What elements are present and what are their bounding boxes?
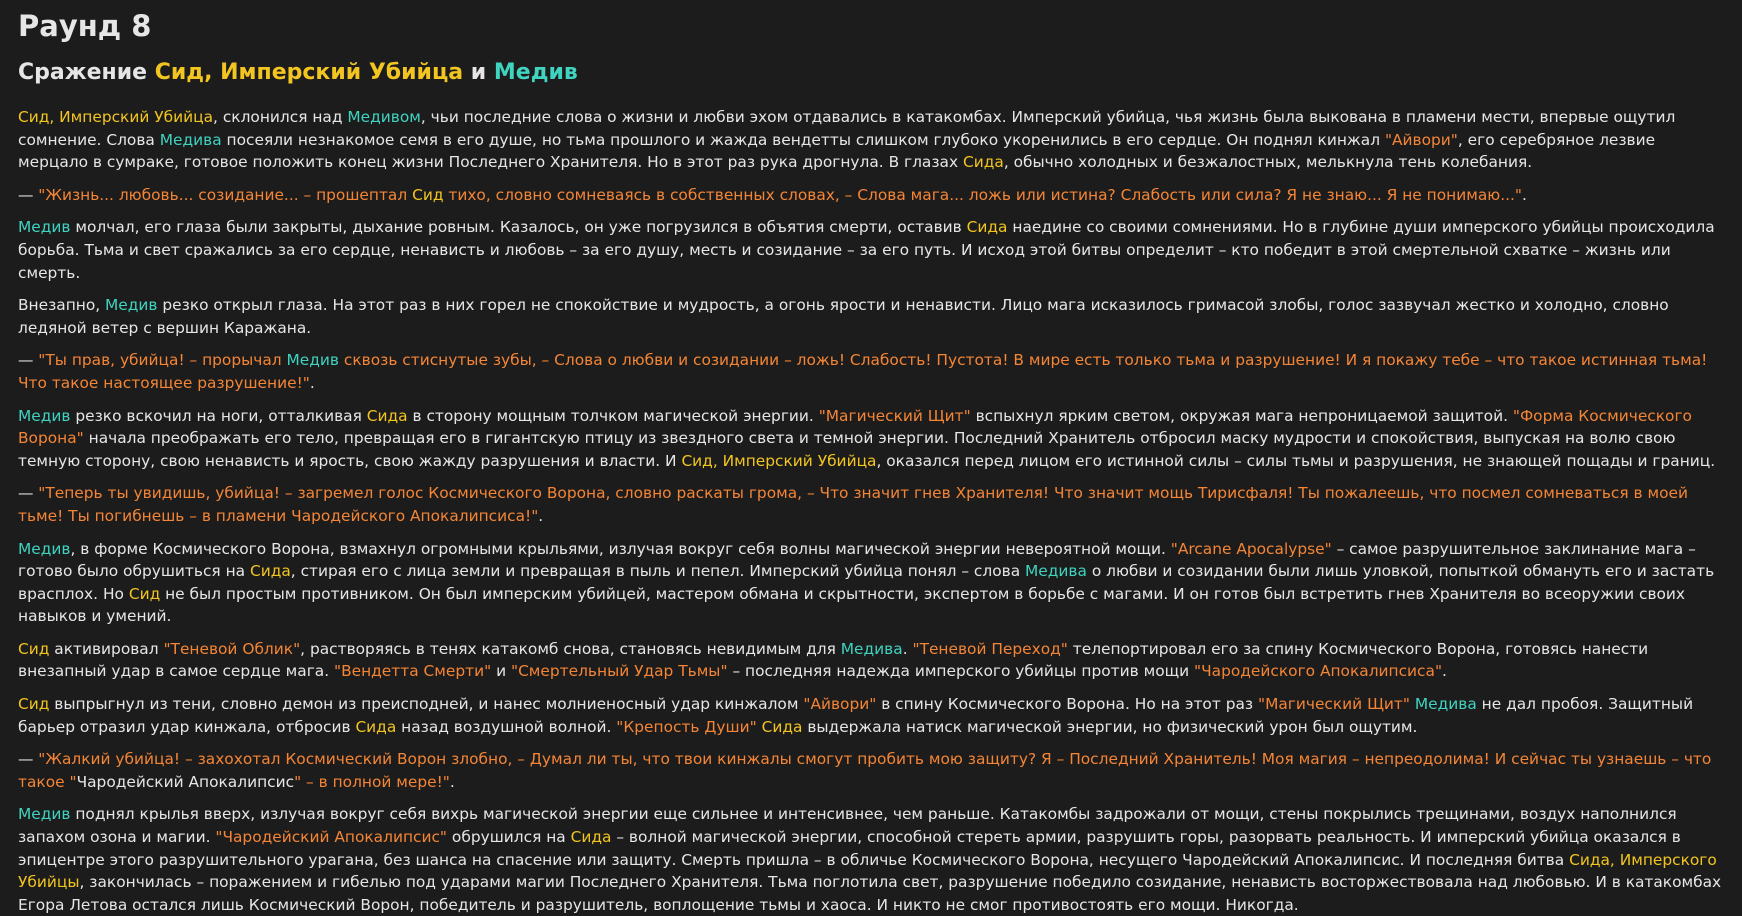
story-paragraph <box>18 482 1724 527</box>
sid-mention: Сид <box>128 584 161 603</box>
narration-text: посеяли незнакомое семя в его душе, но тьма прошлого и жажда вендетты слишком глубоко укоренились в его сердце. Он поднял кинжал <box>221 130 1385 149</box>
medivh-mention: Медива <box>1414 695 1477 714</box>
narration-text: Внезапно, <box>18 296 106 315</box>
medivh-mention: Медива <box>1025 562 1087 581</box>
spell-name: "Теневой Переход" <box>912 639 1068 658</box>
spell-name: "Чародейского Апокалипсиса" <box>1194 662 1443 681</box>
narration-text: . <box>1521 185 1527 204</box>
quote-text: сквозь стиснутые зубы, – Слова о любви и созидании – ложь! Слабость! Пустота! В мире есть только тьма и разрушение! И я покажу тебе – что такое истинная тьма! Что такое настоящее разрушение!" <box>18 351 1708 392</box>
sid-mention: Сида <box>570 828 612 847</box>
quote-text: тихо, словно сомневаясь в собственных словах, – Слова мага... ложь или истина? Слабость или сила? Я не знаю... Я не понимаю..." <box>443 185 1522 204</box>
narration-text: – волной магической энергии, способной стереть армии, разрушить горы, разорвать реальность. И имперский убийца оказался в эпицентре этого разрушительного урагана, без шанса на спасение или защиту. Смерть пришла – в обличье Космического Ворона, несущего Чародейский Апокалипсис. И последняя битва <box>18 828 1681 869</box>
narration-text: – последняя надежда имперского убийцы против мощи <box>727 662 1195 681</box>
narration-text: молчал, его глаза были закрыты, дыхание ровным. Казалось, он уже погрузился в объятия смерти, оставив <box>70 218 967 237</box>
spell-name: "Arcane Apocalypse" <box>1170 539 1332 558</box>
story-paragraph <box>18 106 1724 174</box>
spell-name: "Смертельный Удар Тьмы" <box>510 662 728 681</box>
medivh-mention: Медив <box>18 805 71 824</box>
narration-text: резко вскочил на ноги, отталкивая <box>70 406 367 425</box>
story-paragraph <box>18 538 1724 628</box>
medivh-mention: Медива <box>840 639 903 658</box>
sid-mention: Сида <box>366 406 408 425</box>
subtitle-conjunction: и <box>463 60 494 85</box>
sid-mention: Сид, Имперский Убийца <box>681 451 877 470</box>
narration-text: Чародейский Апокалипсис <box>76 772 295 791</box>
story-paragraph <box>18 294 1724 339</box>
narration-text: наедине со своими сомнениями. Но в глубине души имперского убийцы происходила борьба. Тьма и свет сражались за его сердце, ненависть и любовь – за его душу, месть и созидание – за его путь. И исход этой битвы определит – кто победит в этой смертельной схватке – жизнь или смерть. <box>18 218 1715 282</box>
narration-text: . <box>449 772 455 791</box>
story-paragraph <box>18 693 1724 738</box>
battle-subtitle <box>18 58 1724 88</box>
medivh-mention: Медивом <box>347 108 421 126</box>
sid-mention: Сида <box>249 562 291 581</box>
narration-text: , растворяясь в тенях катакомб снова, становясь невидимым для <box>300 639 841 658</box>
narration-text: , чьи последние слова о жизни и любви эхом отдавались в катакомбах. Имперский убийца, чья жизнь была выкована в пламени мести, впервые ощутил сомнение. Слова <box>18 108 1676 149</box>
narration-text: . <box>1442 662 1447 681</box>
narration-text: поднял крылья вверх, излучая вокруг себя вихрь магической энергии еще сильнее и интенсивнее, чем раньше. Катакомбы задрожали от мощи, стены покрылись трещинами, воздух наполнился запахом озона и магии. <box>18 805 1677 847</box>
narration-text: , оказался перед лицом его истинной силы – силы тьмы и разрушения, не знающей пощады и границ. <box>876 451 1716 470</box>
narration-text: , стирая его с лица земли и превращая в пыль и пепел. Имперский убийца понял – слова <box>290 562 1026 581</box>
medivh-mention: Медив <box>18 406 71 425</box>
story-paragraph <box>18 349 1724 394</box>
spell-name: "Магический Щит" <box>818 406 971 425</box>
medivh-mention: Медив <box>18 218 71 237</box>
narration-text: начала преображать его тело, превращая его в гигантскую птицу из звездного света и темной энергии. Последний Хранитель отбросил маску мудрости и спокойствия, выпуская на волю свою темную сторону, свою ненависть и ярость, свою жажду разрушения и власти. И <box>18 429 1676 470</box>
medivh-mention: Медив <box>18 539 71 558</box>
sid-mention: Сид <box>412 185 444 204</box>
spell-name: "Айвори" <box>1384 130 1458 149</box>
narration-text: телепортировал его за спину Космического Ворона, готовясь нанести внезапный удар в самое сердце мага. <box>18 639 1649 681</box>
page-title: Раунд 8 <box>18 9 152 43</box>
spell-name: "Форма Космического Ворона" <box>18 406 1692 448</box>
quote-text: " – в полной мере!" <box>294 772 450 791</box>
subtitle-prefix: Сражение <box>18 60 155 85</box>
sid-mention: Сида <box>966 218 1008 237</box>
sid-mention: Сид <box>18 639 50 658</box>
narration-text: , его серебряное лезвие мерцало в сумраке, готовое положить конец жизни Последнего Хранителя. Но в этот раз рука дрогнула. В глазах <box>18 130 1656 172</box>
spell-name: "Айвори" <box>803 695 877 714</box>
narration-text: , обычно холодных и безжалостных, мелькнула тень колебания. <box>1003 153 1533 172</box>
narration-text: — <box>18 185 39 204</box>
medivh-mention: Медив <box>286 351 339 370</box>
narration-text: , склонился над <box>213 108 348 126</box>
narration-text: и <box>491 662 511 681</box>
narration-text: обрушился на <box>447 828 571 847</box>
spell-name: "Чародейский Апокалипсис" <box>215 828 448 847</box>
hero-sid-name: Сид, Имперский Убийца <box>154 60 464 85</box>
spell-name: "Крепость Души" <box>616 717 757 736</box>
narration-text: активировал <box>49 639 164 658</box>
spell-name: "Теневой Облик" <box>163 639 301 658</box>
quote-text: "Жизнь... любовь... созидание... – прошептал <box>38 185 413 204</box>
narration-text: — <box>18 484 39 503</box>
story-paragraph <box>18 803 1724 916</box>
story-paragraph <box>18 405 1724 473</box>
medivh-mention: Медив <box>105 296 158 315</box>
narration-text: не был простым противником. Он был имперским убийцей, мастером обмана и скрытности, экспертом в борьбе с магами. И он готов был встретить гнев Хранителя во всеоружии своих навыков и умений. <box>18 584 1686 626</box>
narration-text: , в форме Космического Ворона, взмахнул огромными крыльями, излучая вокруг себя волны магической энергии невероятной мощи. <box>70 539 1171 558</box>
story-paragraph <box>18 638 1724 683</box>
narration-text: — <box>18 351 39 370</box>
sid-mention: Сид, Имперский Убийца <box>18 108 214 126</box>
narration-text: . <box>309 373 315 392</box>
narration-text: в спину Космического Ворона. Но на этот раз <box>876 695 1258 714</box>
story-paragraph <box>18 184 1724 207</box>
hero-medivh-name: Медив <box>493 60 578 85</box>
medivh-mention: Медива <box>159 130 222 149</box>
narration-text: резко открыл глаза. На этот раз в них горел не спокойствие и мудрость, а огонь ярости и ненависти. Лицо мага исказилось гримасой злобы, голос зазвучал жестко и холодно, словно ледяной ветер с вершин Каражана. <box>18 296 1669 337</box>
narration-text: назад воздушной волной. <box>396 717 617 736</box>
narration-text: — <box>18 750 39 769</box>
narration-text: – самое разрушительное заклинание мага – готово было обрушиться на <box>18 539 1696 581</box>
story-paragraph <box>18 748 1724 793</box>
sid-mention: Сида, Имперского Убийцы <box>18 850 1717 892</box>
narration-text: . <box>538 506 544 525</box>
narration-text: , закончилась – поражением и гибелью под ударами магии Последнего Хранителя. Тьма поглотила свет, разрушение победило созидание, ненависть восторжествовала над любовью. И в катакомбах Егора Летова остался лишь Космический Ворон, победитель и разрушитель, воплощение тьмы и хаоса. И никто не смог противостоять его мощи. Никогда. <box>18 873 1722 914</box>
narration-text: выпрыгнул из тени, словно демон из преисподней, и нанес молниеносный удар кинжалом <box>49 695 804 714</box>
quote-text: "Жалкий убийца! – захохотал Космический Ворон злобно, – Думал ли ты, что твои кинжалы смогут пробить мою защиту? Я – Последний Хранитель! Моя магия – непреодолима! И сейчас ты узнаешь – что такое " <box>18 750 1712 791</box>
spell-name: "Магический Щит" <box>1257 695 1410 714</box>
sid-mention: Сида <box>761 717 803 736</box>
sid-mention: Сида <box>962 153 1004 172</box>
quote-text: "Ты прав, убийца! – прорычал <box>38 351 287 370</box>
story-body <box>18 106 1724 916</box>
quote-text: "Теперь ты увидишь, убийца! – загремел голос Космического Ворона, словно раскаты грома, – Что значит гнев Хранителя! Что значит мощь Тирисфаля! Ты пожалеешь, что посмел сомневаться в моей тьме! Ты погибнешь – в пламени Чародейского Апокалипсиса!" <box>18 484 1688 525</box>
story-paragraph <box>18 216 1724 284</box>
narration-text: о любви и созидании были лишь уловкой, попыткой обмануть его и застать врасплох. Но <box>18 562 1715 603</box>
narration-text: . <box>902 639 913 658</box>
sid-mention: Сид <box>18 695 50 714</box>
narration-text: в сторону мощным толчком магической энергии. <box>407 406 819 425</box>
narration-text: не дал пробоя. Защитный барьер отразил удар кинжала, отбросив <box>18 695 1694 736</box>
spell-name: "Вендетта Смерти" <box>334 662 492 681</box>
sid-mention: Сида <box>355 717 397 736</box>
narration-text: выдержала натиск магической энергии, но физический урон был ощутим. <box>802 717 1418 736</box>
narration-text: вспыхнул ярким светом, окружая мага непроницаемой защитой. <box>970 406 1513 425</box>
